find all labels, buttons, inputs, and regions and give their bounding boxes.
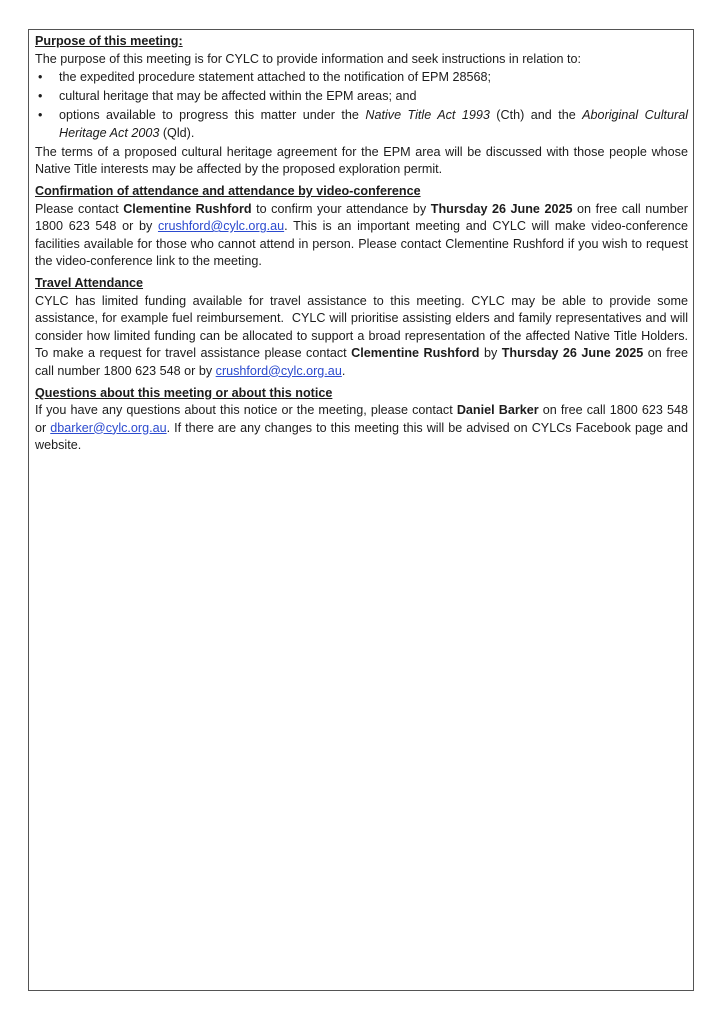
text-segment: Clementine Rushford [351, 346, 480, 360]
email-link[interactable]: crushford@cylc.org.au [215, 363, 342, 378]
paragraph [35, 201, 688, 271]
section-heading-purpose [35, 33, 688, 51]
bullet-icon: • [38, 108, 43, 122]
paragraph [35, 293, 688, 381]
document-frame [28, 29, 694, 991]
text-segment: CYLC has limited funding available for travel assistance to this meeting. CYLC may be able to provide some assistance, for example fuel reimbursement. CYLC will prioritise assisting elders and family representatives and will consider how limited funding can be allocated to support a broad representation of the affected Native Title Holders. To make a request for travel assistance please contact [35, 293, 688, 360]
text-segment: . [341, 363, 346, 378]
text-segment: Confirmation of attendance and attendance by video-conference [35, 184, 421, 198]
text-segment: . This is an important meeting and CYLC will make video-conference facilities available for those who cannot attend in person. Please contact Clementine Rushford if you wish to request the video-conference link to the meeting. [35, 219, 688, 268]
section-heading-confirmation [35, 183, 688, 201]
text-segment: Clementine Rushford [123, 201, 252, 216]
text-segment: Please contact [35, 201, 124, 216]
bullet-icon: • [38, 70, 43, 84]
text-segment: Thursday 26 June 2025 [430, 201, 573, 216]
text-segment: The terms of a proposed cultural heritage agreement for the EPM area will be discussed with those people whose Native Title interests may be affected by the proposed exploration permit. [35, 144, 688, 176]
section-heading-text [35, 34, 183, 48]
text-segment: by [479, 346, 502, 360]
bullet-text [59, 69, 688, 87]
bullet-item [35, 69, 688, 87]
paragraph [35, 51, 688, 69]
text-segment: (Qld). [159, 125, 195, 140]
paragraph [35, 144, 688, 179]
text-segment: Travel Attendance [35, 276, 144, 290]
bullet-icon: • [38, 89, 43, 103]
text-segment: . If there are any changes to this meeting this will be advised on CYLCs Facebook page and website. [35, 420, 688, 452]
text-segment: Questions about this meeting or about this notice [35, 385, 333, 400]
text-segment: If you have any questions about this notice or the meeting, please contact [35, 403, 457, 417]
text-segment: Thursday 26 June 2025 [501, 346, 644, 360]
text-segment: Purpose of this meeting: [35, 34, 183, 48]
text-segment: cultural heritage that may be affected within the EPM areas; and [59, 89, 417, 103]
section-heading-questions [35, 385, 688, 403]
text-segment: on free call number 1800 623 548 or by [35, 201, 688, 233]
text-segment: Daniel Barker [456, 403, 539, 417]
bullet-item [35, 88, 688, 106]
bullet-text [59, 107, 688, 142]
text-segment: options available to progress this matter under the [59, 108, 366, 122]
bullet-text [59, 88, 688, 106]
section-heading-text [35, 386, 332, 400]
section-heading-travel [35, 275, 688, 293]
text-segment: (Cth) and the [489, 108, 583, 122]
text-segment: on free call 1800 623 548 or [35, 403, 688, 435]
text-segment: on free call number 1800 623 548 or by [35, 346, 688, 378]
email-link[interactable]: dbarker@cylc.org.au [50, 420, 167, 435]
section-heading-text [35, 276, 143, 290]
paragraph [35, 402, 688, 455]
text-segment: the expedited procedure statement attached to the notification of EPM 28568; [59, 70, 491, 84]
email-link[interactable]: crushford@cylc.org.au [157, 219, 285, 233]
text-segment: Native Title Act 1993 [365, 108, 490, 122]
bullet-item [35, 107, 688, 142]
text-segment: The purpose of this meeting is for CYLC to provide information and seek instructions in relation to: [35, 51, 582, 66]
text-segment: to confirm your attendance by [251, 201, 431, 216]
text-segment: Aboriginal Cultural Heritage Act 2003 [59, 108, 689, 140]
section-heading-text [35, 184, 421, 198]
